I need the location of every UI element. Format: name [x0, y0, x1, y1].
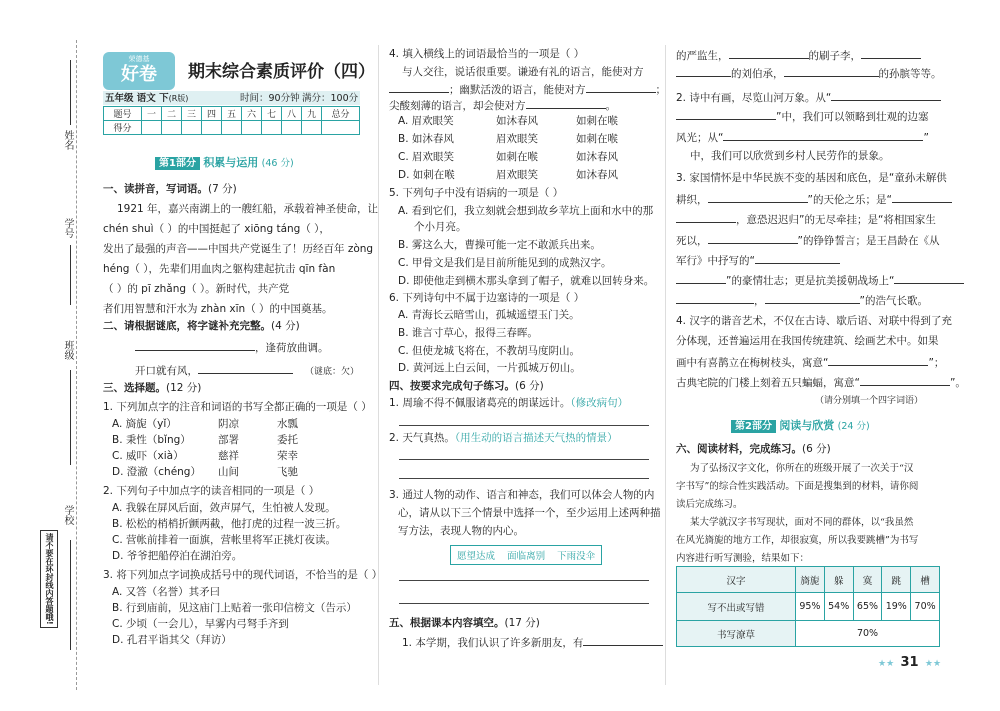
binding-dashed-line [76, 40, 77, 690]
score-cell: 五 [221, 107, 241, 121]
mc1-option-c-word2: 慈祥 [218, 450, 239, 462]
score-cell: 题号 [104, 107, 142, 121]
mc5-option-a-cont: 个小月亮。 [414, 221, 467, 233]
q2-heading: 二、请根据谜底，将字谜补充完整。(4 分) [103, 320, 300, 332]
mc2-option-b[interactable]: B. 松松的梢梢折颤两截，他打虎的过程一波三折。 [112, 518, 347, 530]
q5-c3: ，意恐迟迟归”的无尽牵挂；是“将相国家生 [676, 212, 936, 227]
mc6-option-c[interactable]: C. 但使龙城飞将在，不教胡马度阴山。 [398, 345, 581, 357]
part2-header [731, 417, 870, 433]
score-cell: 四 [201, 107, 221, 121]
survey-header-row [677, 567, 940, 593]
mc3-option-b[interactable]: B. 行到庙前，见这庙门上贴着一张印信榜文（告示） [112, 602, 357, 614]
mc1-option-d-word3: 飞驰 [277, 466, 298, 478]
survey-table [676, 566, 940, 647]
q6-p1: 字书写”的综合性实践活动。下面是搜集到的材料，请你阅 [676, 481, 919, 492]
part1-header [155, 154, 294, 170]
mc4-option-d-word3: 如沐春风 [576, 169, 618, 181]
mc6-option-b[interactable]: B. 谁言寸草心，报得三春晖。 [398, 327, 538, 339]
brand-logo-text: 好卷 [121, 64, 157, 85]
mc1-option-d-word2: 山间 [218, 466, 239, 478]
q4-s2-answer-line[interactable] [399, 478, 649, 479]
part2-title: 阅读与欣赏 [779, 419, 835, 432]
q5-line1: 1. 本学期，我们认识了许多新朋友，有 [402, 635, 663, 650]
q5-c3: 耕织， ”的天伦之乐；是“ [676, 192, 952, 207]
mc1-option-c[interactable]: C. 威吓（xià） [112, 450, 184, 462]
score-header-row [104, 107, 360, 121]
q5-c3: 3. 家国情怀是中华民族不变的基因和底色，是“童孙未解供 [676, 172, 947, 184]
q5-c4: 画中有喜鹊立在梅树枝头，寓意“ ”； [676, 357, 945, 369]
q4-s2-answer-line[interactable] [399, 459, 649, 460]
q1-line: 发出了最强的声音——中国共产党诞生了！历经百年 zòng [103, 243, 374, 255]
star-icon: ★★ [878, 659, 895, 669]
grade-label: 五年级 语文 下(R版) [105, 93, 189, 104]
score-cell: 九 [301, 107, 321, 121]
score-cell: 三 [181, 107, 201, 121]
score-input[interactable] [141, 121, 161, 135]
survey-cell: 汉字 [677, 567, 796, 593]
q6-heading: 六、阅读材料，完成练习。(6 分) [676, 443, 831, 455]
q4-s3-answer-line[interactable] [399, 603, 649, 604]
q2-line1: ，逢荷放曲调。 [135, 340, 329, 355]
column-divider [665, 45, 666, 685]
q5-c3: ， ”的浩气长歌。 [676, 293, 928, 308]
mc2-stem: 2. 下列句子中加点字的读音相同的一项是（ ） [103, 485, 320, 497]
q1-heading: 一、读拼音，写词语。(7 分) [103, 183, 237, 195]
part2-badge: 第2部分 [731, 420, 776, 433]
binding-note: 请不要在环封线内答题哦! [40, 530, 58, 628]
score-input[interactable] [221, 121, 241, 135]
binding-school-line [70, 540, 71, 650]
mc5-option-a[interactable]: A. 看到它们，我立刻就会想到故乡苹坑上面和水中的那 [398, 205, 654, 217]
page-number-text: 31 [900, 655, 919, 670]
mc6-option-d[interactable]: D. 黄河远上白云间，一片孤城万仞山。 [398, 362, 581, 374]
q1-line: chén shuì（ ）的中国挺起了 xiōng táng（ ）， [103, 223, 330, 235]
q4-scenario-text: 愿望达成 面临离别 下雨没伞 [457, 551, 596, 562]
score-input[interactable] [261, 121, 281, 135]
q6-p2: 内容进行听写测验，结果如下： [676, 553, 810, 564]
score-input[interactable] [241, 121, 261, 135]
survey-cell: 躲 [824, 567, 853, 593]
column-divider [378, 45, 379, 685]
score-cell: 七 [261, 107, 281, 121]
binding-field-number: 学号 [62, 218, 73, 238]
q5-c4: 4. 汉字的谐音艺术，不仅在古诗、歇后语、对联中得到了充 [676, 315, 952, 327]
binding-class-line [70, 370, 71, 465]
mc4-option-c-word2: 如刺在喉 [496, 151, 538, 163]
q5-c3: ”的豪情壮志；更是抗美援朝战场上“ [676, 273, 964, 288]
q1-line: （ ）的 pī zhǎng（ ）。新时代，共产党 [103, 283, 290, 295]
time-label: 时间：90分钟 [240, 93, 300, 104]
survey-cell: 54% [824, 593, 853, 621]
mc4-line: ；幽默活泼的语言，能使对方 ； [389, 82, 666, 97]
score-input[interactable] [281, 121, 301, 135]
survey-cell: 65% [853, 593, 882, 621]
q4-heading: 四、按要求完成句子练习。(6 分) [389, 380, 544, 392]
mc1-option-b-word2: 部署 [218, 434, 239, 446]
mc4-option-d[interactable]: D. 如刺在喉 [398, 169, 455, 181]
brand-logo [103, 52, 175, 90]
mc4-option-a[interactable]: A. 眉欢眼笑 [398, 115, 454, 127]
q5-heading: 五、根据课本内容填空。(17 分) [389, 617, 540, 629]
mc2-option-c[interactable]: C. 营帐前排着一面旗，营帐里将军正挑灯夜读。 [112, 534, 337, 546]
q5-c2: 风光；从“ ” [676, 132, 929, 144]
binding-name-line [70, 60, 71, 125]
page-number [878, 655, 941, 670]
mc6-stem: 6. 下列诗句中不属于边塞诗的一项是（ ） [389, 292, 585, 304]
q4-s2: 2. 天气真热。（用生动的语言描述天气热的情景） [389, 432, 618, 444]
binding-field-school: 学校 [62, 505, 73, 525]
q4-s3-line: 3. 通过人物的动作、语言和神态，我们可以体会人物的内 [389, 489, 655, 501]
score-input[interactable] [181, 121, 201, 135]
score-cell: 一 [141, 107, 161, 121]
part1-badge: 第1部分 [155, 157, 200, 170]
survey-row [677, 593, 940, 621]
score-cell: 得分 [104, 121, 142, 135]
binding-strip [0, 0, 88, 711]
q5-c2: ”中，我们可以领略到壮观的边塞 [676, 109, 928, 124]
score-table [103, 106, 360, 135]
q5-c2: 2. 诗中有画，尽览山河万象。从“ [676, 90, 941, 105]
mc4-option-a-word2: 如沐春风 [496, 115, 538, 127]
q6-p1: 读后完成练习。 [676, 499, 743, 510]
survey-row [677, 621, 940, 647]
q5-c3: 死以， ”的铮铮誓言；是王昌龄在《从 [676, 235, 940, 247]
survey-cell: 寞 [853, 567, 882, 593]
q1-line: 者们用智慧和汗水为 zhàn xīn（ ）的中国奠基。 [103, 303, 333, 315]
mc1-stem: 1. 下列加点字的注音和词语的书写全都正确的一项是（ ） [103, 401, 372, 413]
mc1-option-b[interactable]: B. 秉性（bǐng） [112, 434, 191, 446]
mc4-option-b-word2: 眉欢眼笑 [496, 133, 538, 145]
mc3-stem: 3. 将下列加点字词换成括号中的现代词语，不恰当的是（ ） [103, 569, 383, 581]
mc5-option-b[interactable]: B. 雾这么大，曹操可能一定不敢派兵出来。 [398, 239, 601, 251]
survey-cell: 槽 [911, 567, 940, 593]
survey-cell: 跳 [882, 567, 911, 593]
survey-cell: 旖旎 [796, 567, 825, 593]
mc1-option-b-word3: 委托 [277, 434, 298, 446]
q4-s3-line: 写方法，表现人物的内心。 [398, 525, 524, 537]
score-value-row [104, 121, 360, 135]
q4-s1: 1. 周瑜不得不佩服诸葛亮的朗谋远计。（修改病句） [389, 397, 629, 409]
mc2-option-a[interactable]: A. 我躲在屏风后面，敛声屏气，生怕被人发现。 [112, 502, 336, 514]
q5-c4: 分体现，还普遍运用在我国传统建筑、绘画艺术中。如果 [676, 335, 939, 347]
survey-cell: 70% [911, 593, 940, 621]
q4-s1-answer-line[interactable] [399, 425, 649, 426]
mc5-stem: 5. 下列句子中没有语病的一项是（ ） [389, 187, 564, 199]
mc4-line: 尖酸刻薄的语言，却会使对方 。 [389, 100, 616, 112]
q4-s3-answer-line[interactable] [399, 580, 649, 581]
score-cell: 二 [161, 107, 181, 121]
mc4-stem: 4. 填入横线上的词语最恰当的一项是（ ） [389, 48, 585, 60]
score-input[interactable] [321, 121, 359, 135]
binding-field-class: 班级 [62, 340, 73, 360]
mc6-option-a[interactable]: A. 青海长云暗雪山，孤城遥望玉门关。 [398, 309, 580, 321]
score-cell: 六 [241, 107, 261, 121]
mc3-option-d[interactable]: D. 孔君平诣其父（拜访） [112, 634, 232, 646]
score-input[interactable] [301, 121, 321, 135]
q5-c1: 的刘伯承， 的孙膑等等。 [676, 66, 942, 81]
mc4-option-c-word3: 如沐春风 [576, 151, 618, 163]
score-input[interactable] [161, 121, 181, 135]
mc5-option-c[interactable]: C. 甲骨文是我们是目前所能见到的成熟汉字。 [398, 257, 612, 269]
mc1-option-a-word2: 阴凉 [218, 418, 239, 430]
star-icon: ★★ [924, 659, 942, 669]
mc3-option-c[interactable]: C. 少顷（一会儿），早雾内弓弩手齐到 [112, 618, 289, 630]
binding-field-name: 姓名 [62, 130, 73, 150]
q6-p2: 在风光旖旎的地方工作，却很寂寞，所以我要跳槽”为书写 [676, 535, 919, 546]
survey-cell: 19% [882, 593, 911, 621]
q1-line: héng（ ），先辈们用血肉之躯构建起抗击 qīn fàn [103, 263, 336, 275]
q5-c4-hint: （请分别填一个四字词语） [815, 396, 924, 406]
mc4-option-c[interactable]: C. 眉欢眼笑 [398, 151, 455, 163]
survey-cell: 书写潦草 [677, 621, 796, 647]
q6-p1: 为了弘扬汉字文化，你所在的班级开展了一次关于“汉 [690, 463, 914, 474]
mc2-option-d[interactable]: D. 爷爷把船停泊在湖泊旁。 [112, 550, 243, 562]
mc1-option-a-word3: 水瓢 [277, 418, 298, 430]
score-label: 满分：100分 [302, 93, 359, 104]
mc4-option-b[interactable]: B. 如沐春风 [398, 133, 454, 145]
binding-number-line [70, 245, 71, 305]
mc4-option-a-word3: 如刺在喉 [576, 115, 618, 127]
page-title: 期末综合素质评价（四） [188, 62, 375, 82]
q4-scenario-box [450, 545, 602, 565]
q5-c2: 中，我们可以欣赏到乡村人民劳作的景象。 [690, 150, 890, 162]
brand-small: 荣德基 [128, 55, 150, 63]
q1-line: 1921 年，嘉兴南湖上的一艘红船，承载着神圣使命，让 [117, 203, 379, 215]
mc4-line: 与人交往，说话很重要。谦逊有礼的语言，能使对方 [402, 66, 644, 78]
q2-line2: 开口就有风， （谜底：欠） [135, 365, 360, 377]
q4-s3-line: 心，请从以下三个情景中选择一个，至少运用上述两种描 [398, 507, 661, 519]
survey-cell: 写不出或写错 [677, 593, 796, 621]
score-input[interactable] [201, 121, 221, 135]
score-cell: 八 [281, 107, 301, 121]
mc1-option-c-word3: 荣幸 [277, 450, 298, 462]
mc5-option-d[interactable]: D. 即使他走到横木那头拿到了帽子，就难以回转身来。 [398, 275, 655, 287]
mc4-option-b-word3: 如刺在喉 [576, 133, 618, 145]
q5-c1: 的严监生， 的刷子李， [676, 48, 921, 63]
q6-p2: 某大学就汉字书写现状，面对不同的群体，以“我虽然 [690, 517, 914, 528]
survey-cell: 95% [796, 593, 825, 621]
q3-heading: 三、选择题。(12 分) [103, 382, 202, 394]
mc3-option-a[interactable]: A. 又答（名誉）其矛曰 [112, 586, 221, 598]
mc1-option-d[interactable]: D. 澄澈（chéng） [112, 466, 201, 478]
q5-c4: 古典宅院的门楼上刻着五只蝙蝠，寓意“ ”。 [676, 377, 966, 389]
part1-points: (46 分) [261, 158, 294, 169]
mc1-option-a[interactable]: A. 旖旎（yǐ） [112, 418, 177, 430]
q5-c3: 军行》中抒写的“ [676, 253, 840, 268]
part2-points: (24 分) [837, 421, 870, 432]
mc4-option-d-word2: 眉欢眼笑 [496, 169, 538, 181]
survey-cell: 70% [796, 621, 940, 647]
score-cell: 总分 [321, 107, 359, 121]
part1-title: 积累与运用 [203, 156, 259, 169]
